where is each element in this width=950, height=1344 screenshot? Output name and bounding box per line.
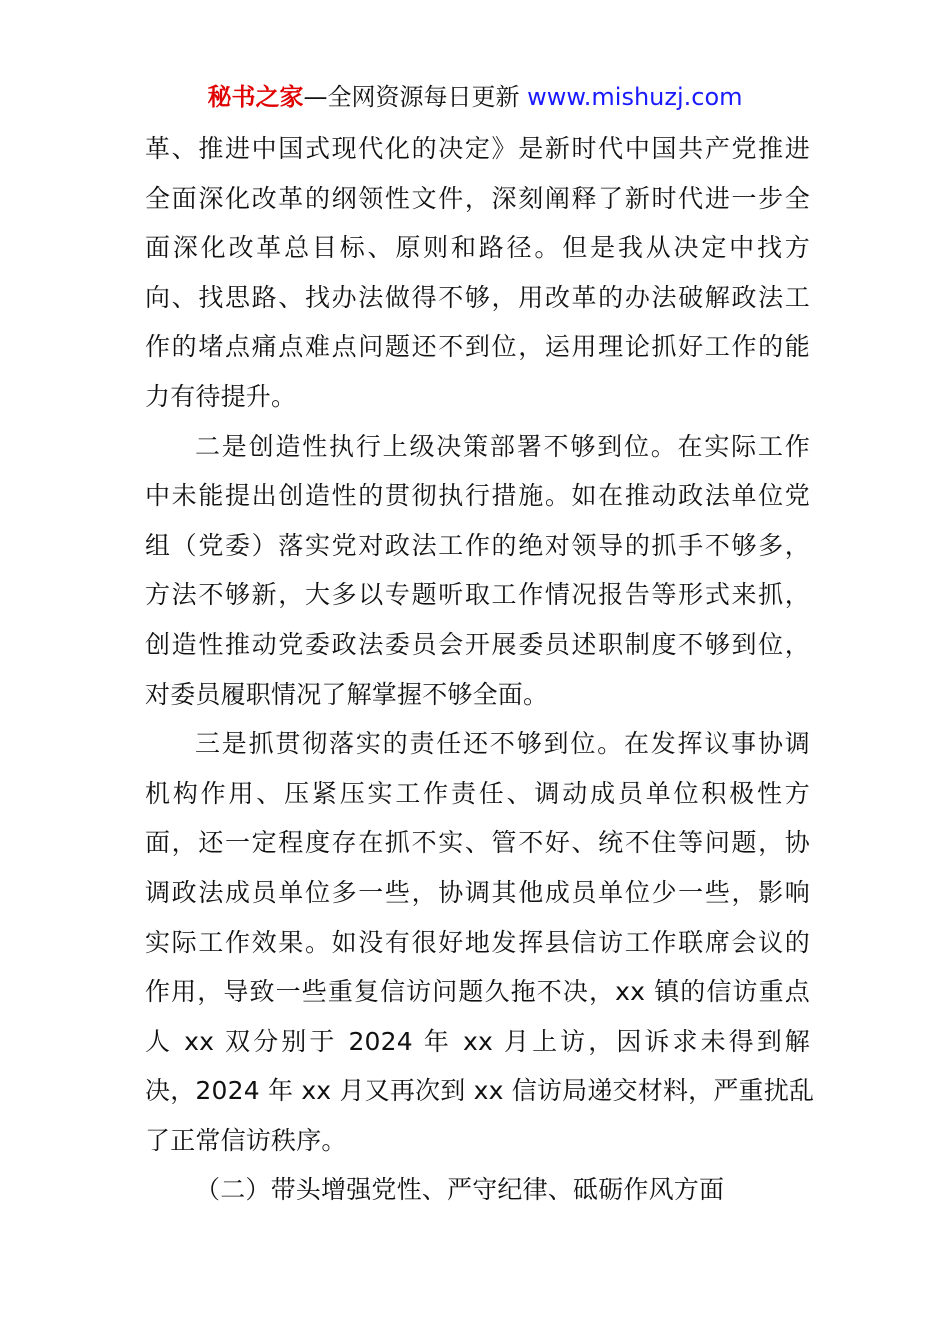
text-line: 全面深化改革的纲领性文件，深刻阐释了新时代进一步全: [145, 183, 810, 213]
text-line: 对委员履职情况了解掌握不够全面。: [145, 679, 549, 709]
paragraph-heading-line: 三是抓贯彻落实的责任还不够到位。在发挥议事协调: [195, 729, 810, 759]
site-brand: 秘书之家: [207, 83, 304, 111]
text-line: 面深化改革总目标、原则和路径。但是我从决定中找方: [145, 233, 810, 263]
text-line: 向、找思路、找办法做得不够，用改革的办法破解政法工: [145, 282, 810, 312]
text-line: 革、推进中国式现代化的决定》是新时代中国共产党推进: [145, 134, 810, 163]
text-line: 调政法成员单位多一些，协调其他成员单位少一些，影响: [145, 877, 810, 907]
text-line: 了正常信访秩序。: [145, 1125, 347, 1155]
section-heading: （二）带头增强党性、严守纪律、砥砺作风方面: [195, 1175, 725, 1205]
text-line: 中未能提出创造性的贯彻执行措施。如在推动政法单位党: [145, 481, 810, 511]
text-line: 力有待提升。: [145, 381, 297, 411]
text-line: 机构作用、压紧压实工作责任、调动成员单位积极性方: [145, 778, 810, 808]
text-line: 组（党委）落实党对政法工作的绝对领导的抓手不够多，: [145, 530, 810, 560]
text-line: 作用，导致一些重复信访问题久拖不决，xx 镇的信访重点: [145, 977, 810, 1007]
text-line: 作的堵点痛点难点问题还不到位，运用理论抓好工作的能: [145, 332, 810, 362]
text-line: 创造性推动党委政法委员会开展委员述职制度不够到位，: [145, 629, 810, 659]
paragraph-heading-line: 二是创造性执行上级决策部署不够到位。在实际工作: [195, 431, 810, 461]
site-tagline: —全网资源每日更新: [303, 83, 520, 111]
document-body: [145, 124, 815, 1215]
site-url-link[interactable]: www.mishuzj.com: [527, 83, 743, 111]
text-line: 决，2024 年 xx 月又再次到 xx 信访局递交材料，严重扰乱: [145, 1076, 815, 1106]
text-line: 面，还一定程度存在抓不实、管不好、统不住等问题，协: [145, 828, 810, 858]
site-header: [0, 80, 950, 114]
text-line: 人 xx 双分别于 2024 年 xx 月上访，因诉求未得到解: [145, 1026, 810, 1056]
text-line: 实际工作效果。如没有很好地发挥县信访工作联席会议的: [145, 927, 810, 957]
text-line: 方法不够新，大多以专题听取工作情况报告等形式来抓，: [145, 580, 810, 610]
